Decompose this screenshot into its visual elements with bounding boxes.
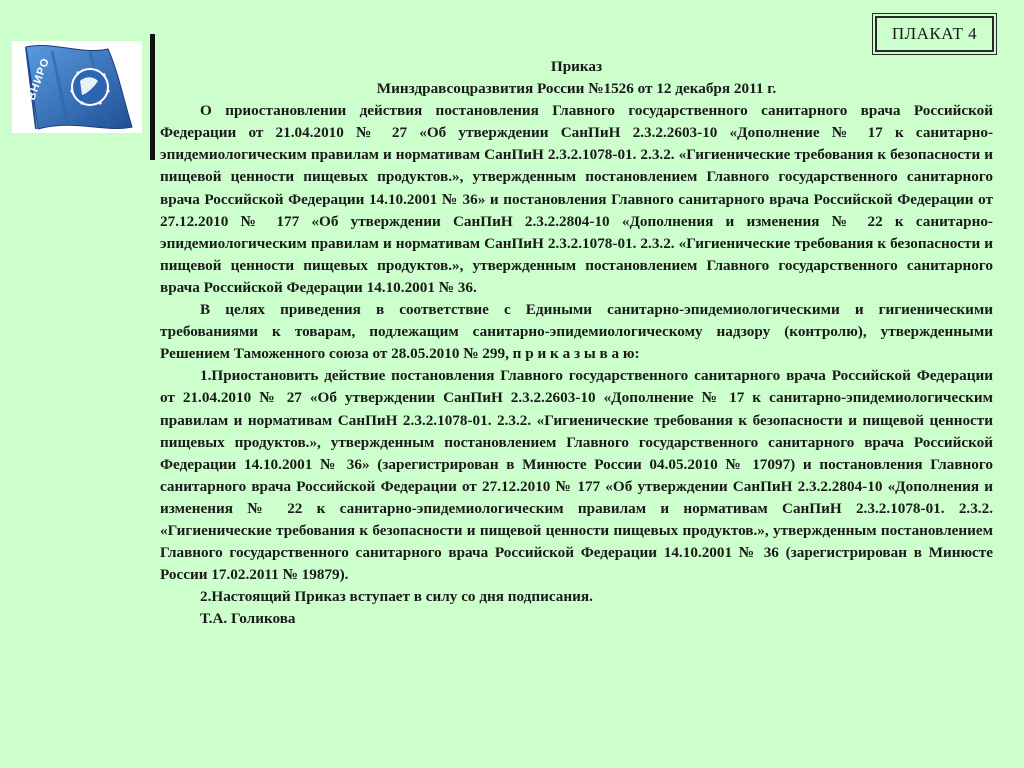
document-title: Приказ [550,58,603,75]
document-paragraph: 1.Приостановить действие постановления Главного государственного санитарного врача Российской Федерации от 21.04.2010 № 27 «Об утверждении СанПиН 2.3.2.2603-10 «Дополнение № 17 к санитарно-эпидемиологическим правилам и нормативам СанПиН 2.3.2.1078-01. 2.3.2. «Гигиенические требования к безопасности и пищевой ценности пищевых продуктов.», утвержденным постановлением Главного государственного санитарного врача Российской Федерации 14.10.2001 № 36» (зарегистрирован в Минюсте России 04.05.2010 № 17097) и постановления Главного санитарного врача Российской Федерации от 27.12.2010 № 177 «Об утверждении СанПиН 2.3.2.2804-10 «Дополнения и изменения № 22 к санитарно-эпидемиологическим правилам и нормативам СанПиН 2.3.2.1078-01. 2.3.2. «Гигиенические требования к безопасности и пищевой ценности пищевых продуктов.», утвержденным постановлением Главного государственного санитарного врача Российской Федерации 14.10.2001 № 36 (зарегистрирован в Минюсте России 17.02.2011 № 19879). [160,367,993,584]
document-paragraph: 2.Настоящий Приказ вступает в силу со дня подписания. [200,588,593,606]
document-subtitle: Минздравсоцразвития России №1526 от 12 декабря 2011 г. [376,80,777,98]
svg-text:ВНИРО: ВНИРО [25,56,53,103]
document-signature: Т.А. Голикова [200,610,296,628]
document-paragraph: О приостановлении действия постановления Главного государственного санитарного врача Российской Федерации от 21.04.2010 № 27 «Об утверждении СанПиН 2.3.2.2603-10 «Дополнение № 17 к санитарно-эпидемиологическим правилам и нормативам СанПиН 2.3.2.1078-01. 2.3.2. «Гигиенические требования к безопасности и пищевой ценности пищевых продуктов.», утвержденным постановлением Главного государственного санитарного врача Российской Федерации 14.10.2001 № 36» и постановления Главного санитарного врача Российской Федерации от 27.12.2010 № 177 «Об утверждении СанПиН 2.3.2.2804-10 «Дополнения и изменения № 22 к санитарно-эпидемиологическим правилам и нормативам СанПиН 2.3.2.1078-01. 2.3.2. «Гигиенические требования к безопасности и пищевой ценности пищевых продуктов.», утвержденным постановлением Главного государственного санитарного врача Российской Федерации 14.10.2001 № 36. [160,102,993,296]
vniro-flag-icon [12,41,142,133]
poster-number-label: ПЛАКАТ 4 [891,24,978,43]
order-document [160,56,993,630]
document-paragraph: В целях приведения в соответствие с Едиными санитарно-эпидемиологическими и гигиеническими требованиями к товарам, подлежащим санитарно-эпидемиологическому надзору (контролю), утвержденными Решением Таможенного союза от 28.05.2010 № 299, п р и к а з ы в а ю: [160,301,993,363]
poster-number-badge [875,16,994,52]
vniro-logo [12,41,142,133]
vertical-divider [150,34,155,160]
